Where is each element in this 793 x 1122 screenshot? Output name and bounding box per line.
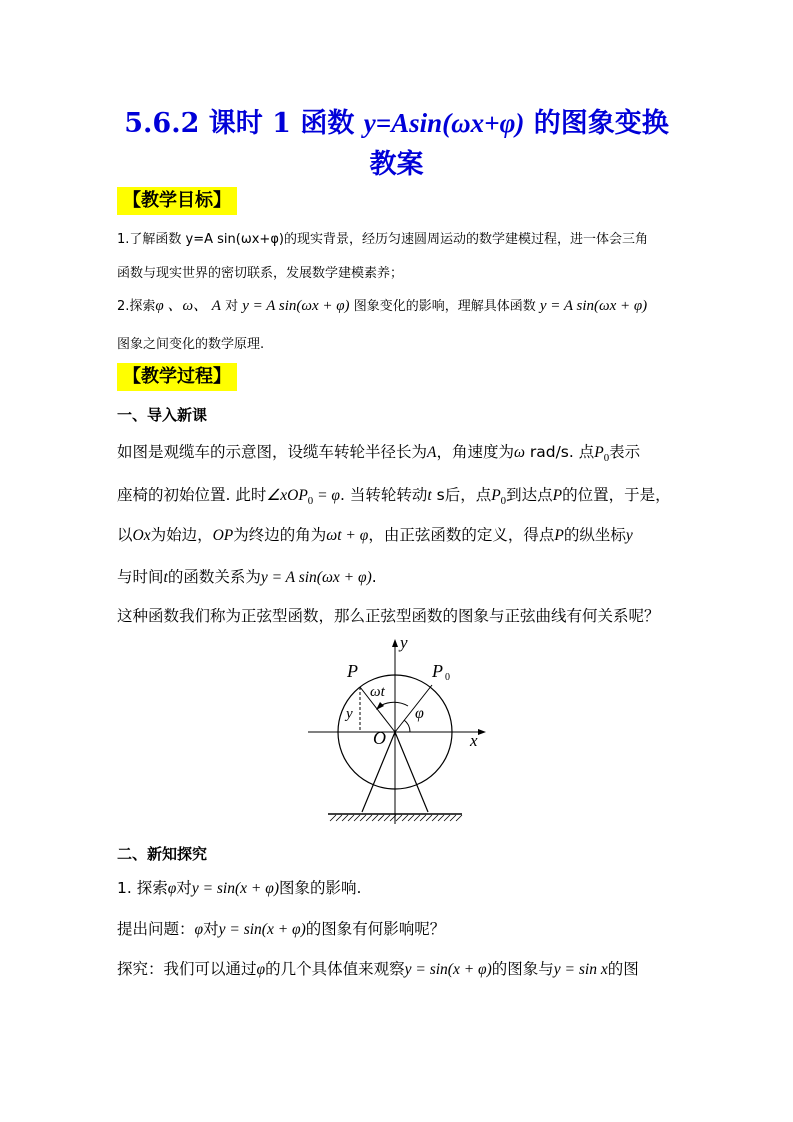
- text: 探究：我们可以通过: [117, 960, 257, 978]
- x-axis-arrow: [478, 729, 486, 735]
- var-t: t: [427, 487, 432, 504]
- var-phi: φ: [167, 880, 177, 897]
- var-P: P: [554, 527, 564, 544]
- rotation-arrow: [376, 702, 384, 710]
- goal-1-line-2: 函数与现实世界的密切联系，发展数学建模素养；: [117, 266, 404, 281]
- text: 表示: [609, 443, 641, 461]
- text: ，角速度为: [436, 443, 514, 461]
- formula: y = sin(x + φ): [404, 961, 492, 978]
- formula: y = sin(x + φ): [191, 880, 279, 897]
- text: 与时间: [117, 568, 164, 586]
- part-1-line-3: [117, 523, 633, 545]
- label-y-segment: y: [346, 706, 353, 722]
- goal-2-text-b: 对: [220, 299, 243, 314]
- var-y: y: [625, 527, 633, 544]
- var-P0: P: [491, 487, 501, 504]
- angle-eq: = φ: [313, 487, 341, 504]
- ground-hatching: [330, 815, 462, 821]
- support-leg-right: [395, 732, 428, 812]
- text: 的纵坐标: [563, 526, 626, 544]
- part-2-line-3: [117, 957, 639, 979]
- label-point-p0: P: [432, 661, 443, 681]
- title-suffix: 的图象变换: [524, 108, 669, 139]
- section-banner-goals: 【教学目标】: [117, 187, 237, 215]
- part-1-line-2: [117, 483, 671, 507]
- title-prefix: 5.6.2 课时 1 函数: [124, 108, 364, 139]
- angle-expr: ωt + φ: [326, 527, 369, 544]
- text: 1. 探索: [117, 879, 168, 897]
- text: 如图是观缆车的示意图，设缆车转轮半径长为: [117, 443, 428, 461]
- goal-2-line-2: 图象之间变化的数学原理.: [117, 337, 265, 352]
- text: ，由正弦函数的定义，得点: [368, 526, 555, 544]
- text: s后，点: [431, 486, 492, 504]
- radius-op0: [395, 685, 432, 732]
- part-1-heading: 一、导入新课: [117, 406, 208, 424]
- ferris-wheel-figure: [302, 632, 492, 827]
- title-formula: y=Asin(ωx+φ): [363, 108, 525, 138]
- text: 以: [117, 526, 133, 544]
- section-banner-process: 【教学过程】: [117, 363, 237, 391]
- part-1-line-5: 这种函数我们称为正弦型函数，那么正弦型函数的图象与正弦曲线有何关系呢？: [117, 607, 660, 625]
- part-2-heading: 二、新知探究: [117, 845, 208, 863]
- part-1-line-4: [117, 565, 377, 587]
- document-title-line2: 教案: [369, 149, 424, 180]
- text: .: [371, 568, 377, 586]
- text: 的图象与: [491, 960, 554, 978]
- label-x-axis: x: [470, 731, 478, 750]
- subscript: 0: [500, 495, 507, 508]
- text: 对: [176, 879, 192, 897]
- text: 的图象有何影响呢？: [305, 920, 446, 938]
- text: 为始边，: [150, 526, 213, 544]
- var-Ox: Ox: [132, 527, 151, 544]
- rotation-arc: [380, 702, 408, 706]
- text: 的图: [607, 960, 639, 978]
- formula: y = sin x: [553, 961, 608, 978]
- formula: y = sin(x + φ): [218, 921, 306, 938]
- label-y-axis: y: [400, 633, 408, 652]
- text: 提出问题：: [117, 920, 195, 938]
- var-omega: ω: [514, 444, 525, 461]
- text: 为终边的角为: [233, 526, 327, 544]
- goal-2-text-c: 图象变化的影响，理解具体函数: [349, 299, 540, 314]
- var-phi: φ: [256, 961, 266, 978]
- var-A: A: [427, 444, 437, 461]
- var-phi: φ: [194, 921, 204, 938]
- text: 的几个具体值来观察: [265, 960, 405, 978]
- part-1-line-1: [117, 440, 640, 464]
- text: 座椅的初始位置. 此时: [117, 486, 267, 504]
- goal-1-line-1: 1.了解函数 y=A sin(ωx+φ)的现实背景，经历匀速圆周运动的数学建模过程，进一体会三角: [117, 232, 648, 247]
- angle-arc-phi: [404, 720, 410, 732]
- subscript: 0: [307, 495, 314, 508]
- goal-2-formula-1: y = A sin(ωx + φ): [242, 298, 350, 314]
- y-axis-arrow: [392, 639, 398, 647]
- goal-2-vars: φ 、ω、 A: [155, 298, 221, 314]
- angle-expr: ∠xOP: [266, 487, 308, 504]
- goal-2-text-a: 2.探索: [117, 299, 156, 314]
- text: 的位置，于是，: [562, 486, 671, 504]
- text: 对: [203, 920, 219, 938]
- goal-2-line-1: [117, 294, 647, 315]
- label-phi: φ: [415, 705, 424, 722]
- part-2-line-1: [117, 876, 361, 898]
- subscript: 0: [603, 452, 610, 465]
- var-P0: P: [594, 444, 604, 461]
- text: 到达点: [506, 486, 553, 504]
- text: 图象的影响.: [278, 879, 362, 897]
- label-omega-t: ωt: [370, 684, 385, 700]
- label-point-p0-subscript: 0: [445, 672, 450, 683]
- var-OP: OP: [212, 527, 234, 544]
- formula: y = A sin(ωx + φ): [260, 569, 372, 586]
- var-t: t: [163, 569, 168, 586]
- label-point-p: P: [347, 661, 358, 681]
- text: 的函数关系为: [167, 568, 261, 586]
- text: rad/s. 点: [524, 443, 595, 461]
- goal-2-formula-2: y = A sin(ωx + φ): [539, 298, 648, 314]
- part-2-line-2: [117, 917, 445, 939]
- var-P: P: [552, 487, 563, 504]
- document-title-line1: [0, 101, 793, 140]
- text: . 当转轮转动: [340, 486, 428, 504]
- label-origin: O: [373, 728, 386, 748]
